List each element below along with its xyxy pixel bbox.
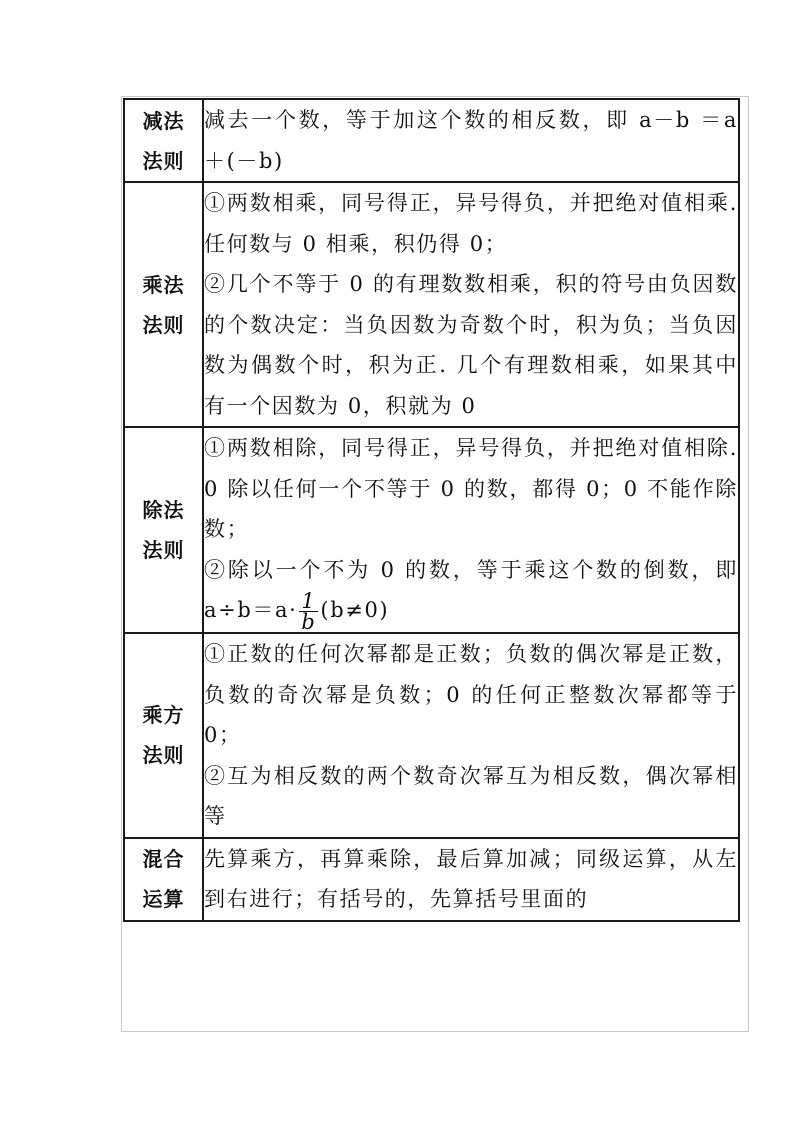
rule-text: ②除以一个不为 0 的数，等于乘这个数的倒数，即 a÷b＝a· [204,557,738,622]
rule-content [203,99,739,182]
rules-table [123,98,740,922]
table-row [124,838,739,921]
row-header-line: 乘方 [142,703,185,728]
rule-content [203,838,739,921]
row-header [124,838,203,921]
rule-paragraph: ②几个不等于 0 的有理数数相乘，积的符号由负因数的个数决定：当负因数为奇数个时，积为负；当负因数为偶数个时，积为正. 几个有理数相乘，如果其中有一个因数为 0，积就为 0 [204,272,738,418]
row-header-line: 运算 [142,887,185,911]
rule-content [203,182,739,427]
rule-paragraph: 先算乘方，再算乘除，最后算加减；同级运算，从左到右进行；有括号的，先算括号里面的 [204,846,738,911]
row-header-line: 法则 [142,148,185,173]
rule-paragraph: 减去一个数，等于加这个数的相反数，即 a－b ＝a＋(－b) [204,108,738,173]
fraction-numerator: 1 [299,591,318,612]
rule-content [203,427,739,633]
table-row [124,633,739,838]
row-header-line: 除法 [142,498,185,522]
rule-text-tail: (b≠0) [320,598,390,622]
rule-paragraph [204,550,738,633]
table-row [124,427,739,633]
table-row [124,99,739,182]
row-header [124,182,203,427]
rule-paragraph: ①两数相乘，同号得正，异号得负，并把绝对值相乘. 任何数与 0 相乘，积仍得 0； [204,191,738,256]
fraction [299,591,318,632]
rule-paragraph: ②互为相反数的两个数奇次幂互为相反数，偶次幂相等 [204,763,738,828]
rule-paragraph: ①正数的任何次幂都是正数；负数的偶次幂是正数，负数的奇次幂是负数；0 的任何正整数次幂都等于 0； [204,642,738,747]
fraction-denominator: b [301,610,317,634]
rule-paragraph: ①两数相除，同号得正，异号得负，并把绝对值相除. 0 除以任何一个不等于 0 的数，都得 0；0 不能作除数； [204,436,738,541]
row-header-line: 混合 [142,847,185,871]
row-header-line: 减法 [142,108,185,133]
row-header-line: 法则 [142,538,185,562]
row-header-line: 法则 [142,743,185,768]
row-header [124,633,203,838]
rule-content [203,633,739,838]
row-header [124,427,203,633]
table-row [124,182,739,427]
row-header-line: 乘法 [142,272,185,297]
row-header [124,99,203,182]
row-header-line: 法则 [142,312,185,337]
